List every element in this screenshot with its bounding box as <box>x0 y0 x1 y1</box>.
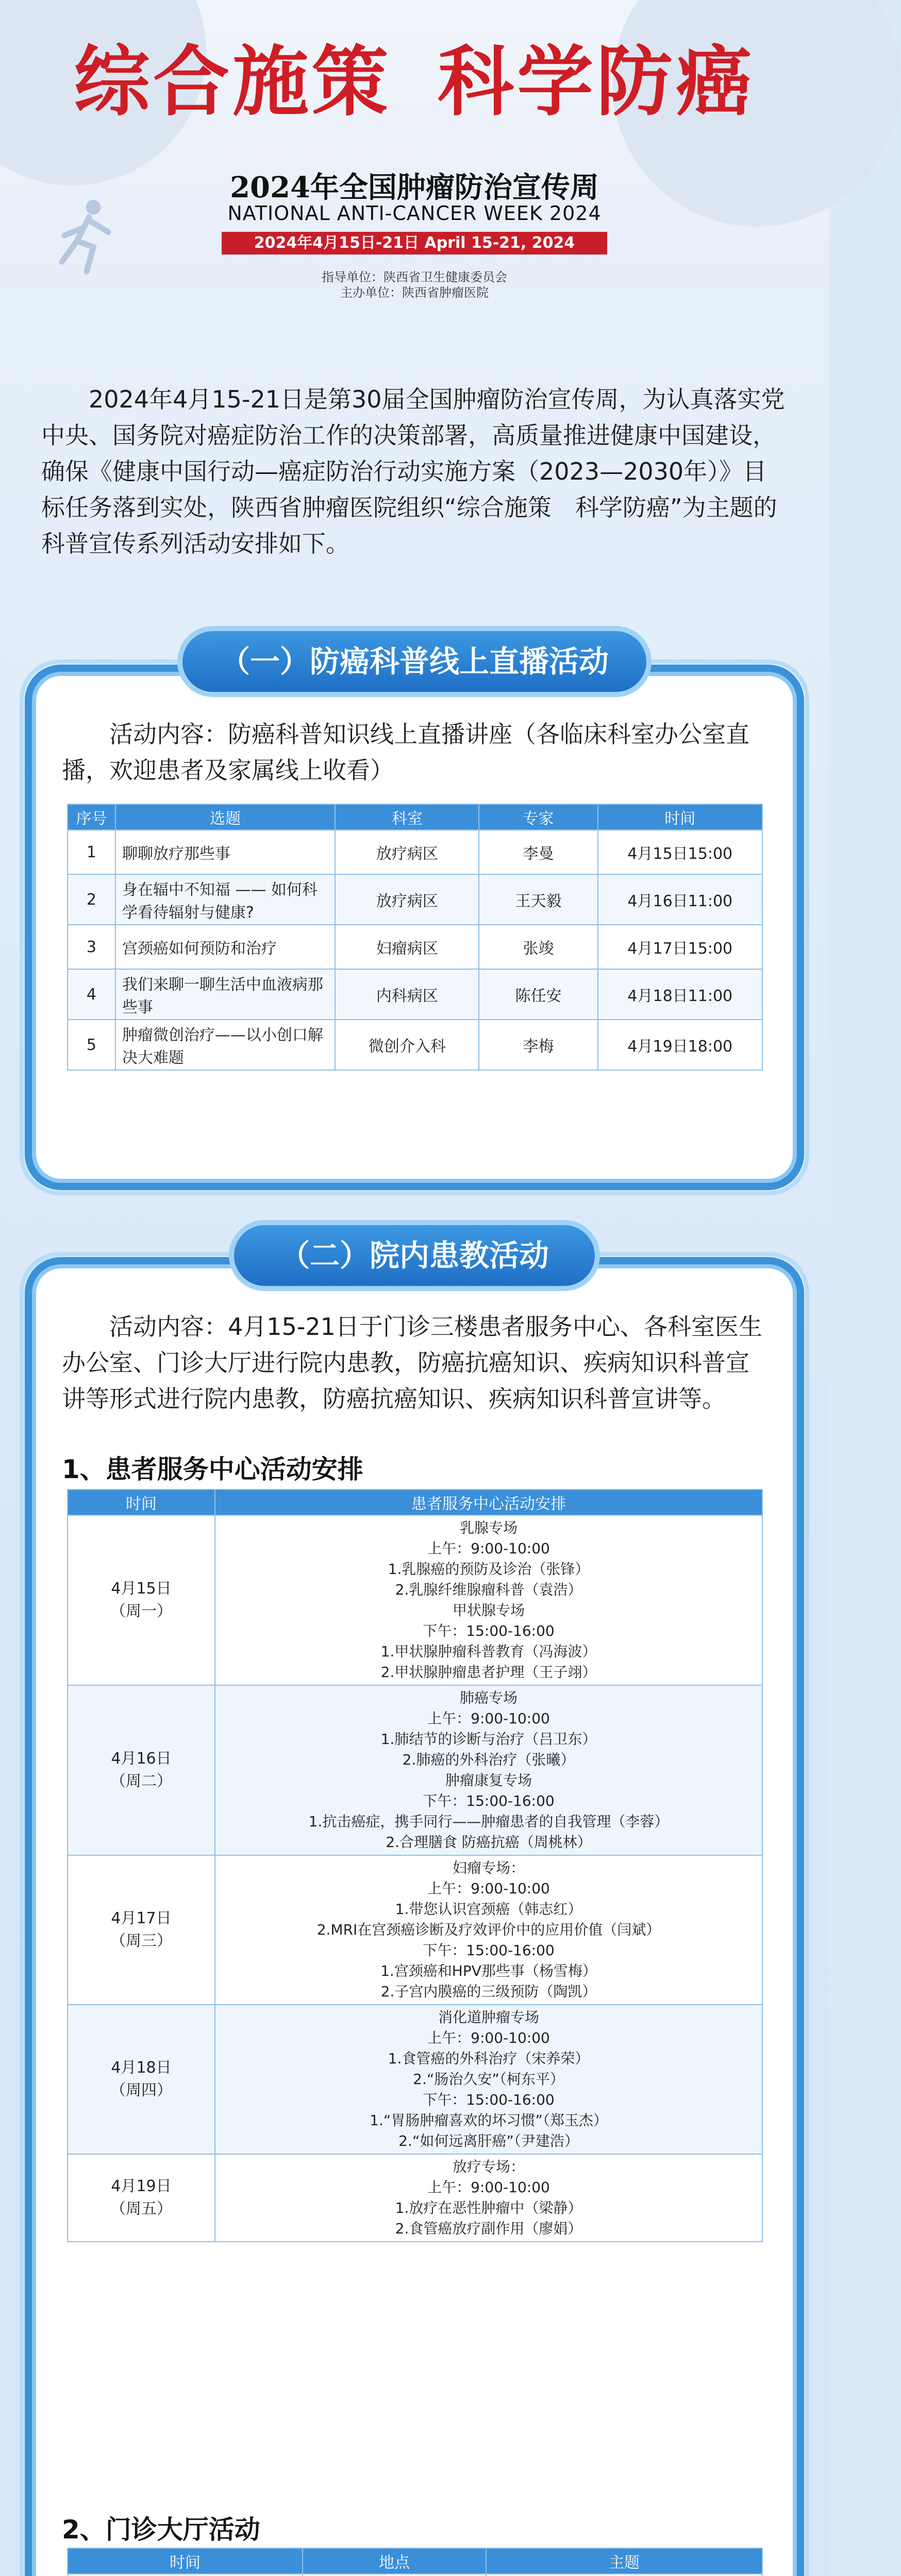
schedule-line: 上午：9:00-10:00 <box>427 1540 550 1557</box>
schedule-line: 上午：9:00-10:00 <box>427 1710 550 1727</box>
schedule-line: 消化道肿瘤专场 <box>438 2009 539 2026</box>
schedule-day <box>68 2005 215 2154</box>
table-row <box>68 969 762 1020</box>
schedule-line: 下午：15:00-16:00 <box>423 1942 555 1959</box>
schedule-line: 1.肺结节的诊断与治疗（吕卫东） <box>380 1731 597 1748</box>
table-cell: 4月16日11:00 <box>598 874 762 925</box>
table-header: 选题 <box>115 804 335 830</box>
table-header: 主题 <box>486 2548 762 2574</box>
table-cell: 4月15日15:00 <box>598 830 762 874</box>
schedule-day-line: 4月19日 <box>111 2177 172 2195</box>
schedule-line: 2.食管癌放疗副作用（廖娟） <box>395 2220 582 2237</box>
schedule-line: 1.乳腺癌的预防及诊治（张锋） <box>388 1561 590 1578</box>
schedule-line: 2.MRI在宫颈癌诊断及疗效评价中的应用价值（闫斌） <box>316 1921 661 1938</box>
schedule-line: 2.合理膳食 防癌抗癌（周桃林） <box>386 1834 592 1851</box>
schedule-detail <box>215 2154 762 2242</box>
section1-content: 活动内容：防癌科普知识线上直播讲座（各临床科室办公室直播，欢迎患者及家属线上收看） <box>62 720 749 784</box>
schedule-day <box>68 1515 215 1685</box>
schedule-day-line: （周三） <box>110 1932 172 1950</box>
table-cell: 李梅 <box>479 1020 597 1070</box>
schedule-line: 甲状腺专场 <box>452 1602 525 1619</box>
section2-content: 活动内容：4月15-21日于门诊三楼患者服务中心、各科室医生办公室、门诊大厅进行院内患教，防癌抗癌知识、疾病知识科普宣讲等形式进行院内患教，防癌抗癌知识、疾病知识科普宣讲等。 <box>62 1313 762 1413</box>
table-cell: 放疗病区 <box>335 830 479 874</box>
table-row <box>68 830 762 874</box>
week-title-en: NATIONAL ANTI-CANCER WEEK 2024 <box>227 202 602 225</box>
table-header: 时间 <box>68 2548 303 2574</box>
schedule-row <box>68 1515 762 1685</box>
schedule-line: 1.甲状腺肿瘤科普教育（冯海波） <box>380 1643 597 1660</box>
schedule-line: 1.抗击癌症，携手同行——肿瘤患者的自我管理（李蓉） <box>308 1813 669 1830</box>
schedule-day-line: （周一） <box>110 1602 172 1620</box>
section2-sub2: 2、门诊大厅活动 <box>62 2515 260 2545</box>
hall-time <box>68 2574 303 2576</box>
schedule-day-line: 4月15日 <box>111 1580 172 1598</box>
schedule-line: 1.食管癌的外科治疗（宋养荣） <box>388 2050 590 2067</box>
schedule-line: 1.“胃肠肿瘤喜欢的坏习惯”（郑玉杰） <box>370 2112 608 2129</box>
schedule-day <box>68 1685 215 1855</box>
schedule-line: 下午：15:00-16:00 <box>423 1622 555 1639</box>
schedule-line: 2.子宫内膜癌的三级预防（陶凯） <box>380 1983 597 2000</box>
header-banner <box>0 0 829 300</box>
schedule-row <box>68 1685 762 1855</box>
table-cell: 宫颈癌如何预防和治疗 <box>115 925 335 969</box>
table-header: 时间 <box>68 1489 215 1515</box>
table-cell: 妇瘤病区 <box>335 925 479 969</box>
table-cell: 肿瘤微创治疗——以小创口解决大难题 <box>115 1020 335 1070</box>
schedule-detail <box>215 2005 762 2154</box>
schedule-line: 肺癌专场 <box>459 1689 518 1706</box>
table-cell: 3 <box>68 925 115 969</box>
hero-title <box>0 38 829 126</box>
hero-title-left: 综合施策 <box>74 38 391 126</box>
section1-title: （一）防癌科普线上直播活动 <box>182 631 646 692</box>
table-row <box>68 1020 762 1070</box>
table-cell: 李曼 <box>479 830 597 874</box>
table-header: 序号 <box>68 804 115 830</box>
schedule-line: 肿瘤康复专场 <box>445 1772 532 1789</box>
schedule-detail <box>215 1685 762 1855</box>
schedule-day-line: 4月17日 <box>111 1909 172 1927</box>
schedule-row <box>68 1855 762 2005</box>
table-cell: 放疗病区 <box>335 874 479 925</box>
schedule-line: 放疗专场： <box>452 2158 525 2175</box>
table-header: 专家 <box>479 804 597 830</box>
table-cell: 我们来聊一聊生活中血液病那些事 <box>115 969 335 1020</box>
table-header: 患者服务中心活动安排 <box>215 1489 762 1515</box>
host-org: 主办单位：陕西省肿瘤医院 <box>340 285 489 300</box>
live-table <box>67 804 763 1071</box>
hall-table <box>67 2548 763 2576</box>
schedule-line: 1.放疗在恶性肿瘤中（梁静） <box>395 2199 582 2216</box>
date-bar: 2024年4月15日-21日 April 15-21, 2024 <box>222 232 607 255</box>
schedule-detail <box>215 1855 762 2005</box>
table-cell: 4月17日15:00 <box>598 925 762 969</box>
schedule-row <box>68 2154 762 2242</box>
hall-place <box>303 2574 486 2576</box>
table-header: 时间 <box>598 804 762 830</box>
schedule-day-line: （周二） <box>110 1772 172 1790</box>
hero-title-right: 科学防癌 <box>438 38 755 126</box>
table-row <box>68 925 762 969</box>
schedule-line: 2.“肠治久安”（柯东平） <box>413 2071 564 2088</box>
table-cell: 4月18日11:00 <box>598 969 762 1020</box>
section2-title: （二）院内患教活动 <box>234 1225 595 1286</box>
schedule-line: 2.肺癌的外科治疗（张曦） <box>402 1751 575 1768</box>
schedule-line: 妇瘤专场： <box>452 1859 525 1876</box>
hall-topics <box>486 2574 762 2576</box>
intro-paragraph: 2024年4月15-21日是第30届全国肿瘤防治宣传周，为认真落实党中央、国务院对癌症防治工作的决策部署，高质量推进健康中国建设，确保《健康中国行动—癌症防治行动实施方案（2023—2030年）》目标任务落到实处，陕西省肿瘤医院组织“综合施策 科学防癌”为主题的科普宣传系列活动安排如下。 <box>41 385 785 557</box>
table-cell: 王天毅 <box>479 874 597 925</box>
schedule-line: 2.甲状腺肿瘤患者护理（王子翊） <box>380 1664 597 1681</box>
table-cell: 1 <box>68 830 115 874</box>
section2-sub1: 1、患者服务中心活动安排 <box>62 1454 363 1484</box>
schedule-line: 2.乳腺纤维腺瘤科普（袁浩） <box>395 1581 582 1598</box>
guide-org: 指导单位：陕西省卫生健康委员会 <box>322 270 507 284</box>
schedule-day <box>68 1855 215 2005</box>
table-cell: 陈任安 <box>479 969 597 1020</box>
table-cell: 2 <box>68 874 115 925</box>
table-cell: 内科病区 <box>335 969 479 1020</box>
table-cell: 5 <box>68 1020 115 1070</box>
schedule-day <box>68 2154 215 2242</box>
table-header: 地点 <box>303 2548 486 2574</box>
table-cell: 微创介入科 <box>335 1020 479 1070</box>
table-cell: 4 <box>68 969 115 1020</box>
week-title-cn: 2024年全国肿瘤防治宣传周 <box>230 171 599 205</box>
table-row <box>68 874 762 925</box>
schedule-line: 1.带您认识宫颈癌（韩志红） <box>395 1901 582 1918</box>
schedule-line: 下午：15:00-16:00 <box>423 2091 555 2108</box>
schedule-day-line: （周四） <box>110 2081 172 2099</box>
service-center-schedule <box>67 1489 763 2242</box>
schedule-line: 1.宫颈癌和HPV那些事（杨雪梅） <box>380 1962 597 1979</box>
schedule-line: 乳腺专场 <box>459 1519 518 1536</box>
schedule-day-line: （周五） <box>110 2200 172 2218</box>
table-cell: 聊聊放疗那些事 <box>115 830 335 874</box>
schedule-line: 2.“如何远离肝癌”（尹建浩） <box>398 2132 579 2149</box>
table-cell: 4月19日18:00 <box>598 1020 762 1070</box>
table-header: 科室 <box>335 804 479 830</box>
schedule-detail <box>215 1515 762 1685</box>
schedule-day-line: 4月16日 <box>111 1750 172 1768</box>
schedule-day-line: 4月18日 <box>111 2059 172 2077</box>
table-cell: 张竣 <box>479 925 597 969</box>
schedule-row <box>68 2005 762 2154</box>
schedule-line: 上午：9:00-10:00 <box>427 2179 550 2196</box>
table-cell: 身在辐中不知福 —— 如何科学看待辐射与健康? <box>115 874 335 925</box>
schedule-line: 上午：9:00-10:00 <box>427 2029 550 2046</box>
schedule-line: 下午：15:00-16:00 <box>423 1792 555 1809</box>
schedule-line: 上午：9:00-10:00 <box>427 1880 550 1897</box>
